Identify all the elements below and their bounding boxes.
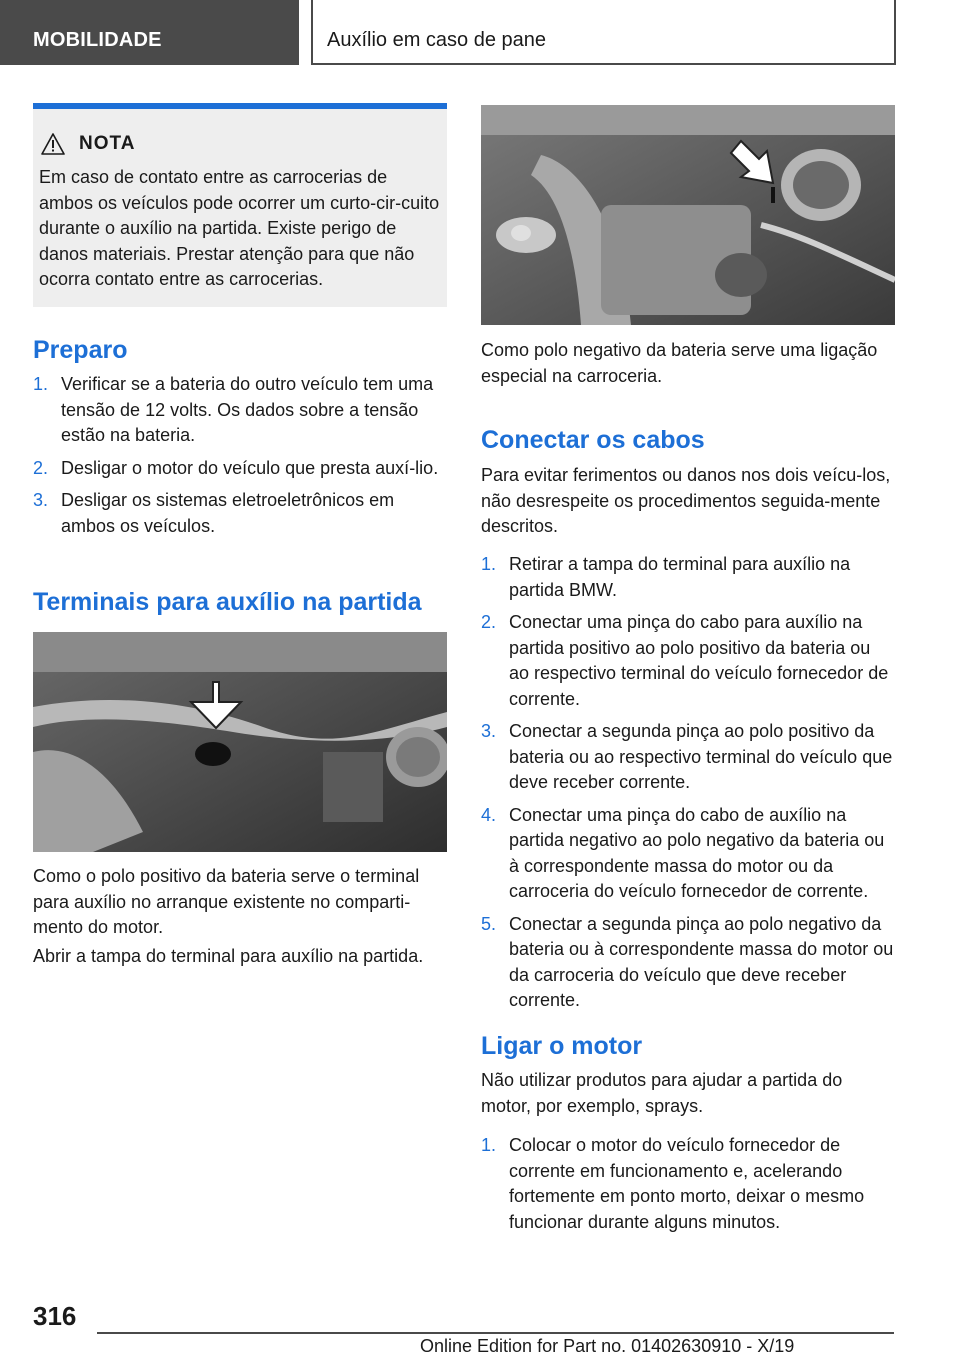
note-header (41, 133, 135, 155)
conectar-intro: Para evitar ferimentos ou danos nos dois veícu-los, não desrespeite os procedimentos seguida-mente descritos. (481, 465, 891, 536)
warning-icon (41, 133, 65, 155)
list-item: 3. Conectar a segunda pinça ao polo positivo da bateria ou ao respectivo terminal do veículo que deve receber corrente. (481, 721, 893, 792)
chapter-header (311, 0, 896, 65)
note-title: NOTA (79, 133, 136, 154)
list-item: 2. Conectar uma pinça do cabo para auxílio na partida positivo ao polo positivo da bateria ou ao respectivo terminal do veículo fornecedor de corrente. (481, 612, 889, 709)
list-item: 5. Conectar a segunda pinça ao polo negativo da bateria ou à correspondente massa do motor ou da carroceria do veículo que deve receber corrente. (481, 913, 894, 1010)
engine-photo-negative-terminal (481, 105, 895, 325)
page-number: 316 (33, 1301, 77, 1331)
ligar-intro: Não utilizar produtos para ajudar a partida do motor, por exemplo, sprays. (481, 1070, 843, 1116)
heading-terminais: Terminais para auxílio na partida (33, 588, 422, 616)
ligar-steps (481, 1133, 895, 1242)
note-box (33, 103, 447, 307)
terminais-text-2: Abrir a tampa do terminal para auxílio na partida. (33, 946, 424, 966)
list-item: 1. Verificar se a bateria do outro veículo tem uma tensão de 12 volts. Os dados sobre a tensão estão na bateria. (33, 374, 434, 445)
edition-note: Online Edition for Part no. 01402630910 - X/19 (420, 1336, 795, 1356)
heading-conectar: Conectar os cabos (481, 426, 705, 454)
chapter-title: Auxílio em caso de pane (327, 29, 547, 51)
list-item: 2. Desligar o motor do veículo que presta auxí-lio. (33, 457, 439, 478)
list-item: 1. Colocar o motor do veículo fornecedor de corrente em funcionamento e, acelerando fortemente em ponto morto, deixar o mesmo funcionar durante alguns minutos. (481, 1135, 865, 1232)
list-item: 1. Retirar a tampa do terminal para auxílio na partida BMW. (481, 554, 851, 600)
terminais-text-1: Como o polo positivo da bateria serve o terminal para auxílio no arranque existente no comparti-mento do motor. (33, 866, 420, 937)
negativo-text: Como polo negativo da bateria serve uma ligação especial na carroceria. (481, 340, 878, 386)
list-item: 3. Desligar os sistemas eletroeletrônicos em ambos os veículos. (33, 490, 395, 536)
footer-divider (97, 1332, 894, 1334)
heading-preparo: Preparo (33, 336, 128, 364)
engine-photo-positive-terminal (33, 632, 447, 852)
section-label: MOBILIDADE (33, 29, 162, 51)
list-item: 4. Conectar uma pinça do cabo de auxílio na partida negativo ao polo negativo da bateria ou à correspondente massa do motor ou da carroceria do veículo fornecedor de corrente. (481, 804, 885, 901)
section-tab (0, 0, 299, 65)
conectar-steps (481, 552, 895, 1021)
heading-ligar: Ligar o motor (481, 1032, 643, 1060)
note-text: Em caso de contato entre as carrocerias de ambos os veículos pode ocorrer um curto-cir-cuito durante o auxílio na partida. Existe perigo de danos materiais. Prestar atenção para que não ocorra contato entre as carrocerias. (39, 167, 440, 289)
preparo-steps (33, 372, 447, 546)
